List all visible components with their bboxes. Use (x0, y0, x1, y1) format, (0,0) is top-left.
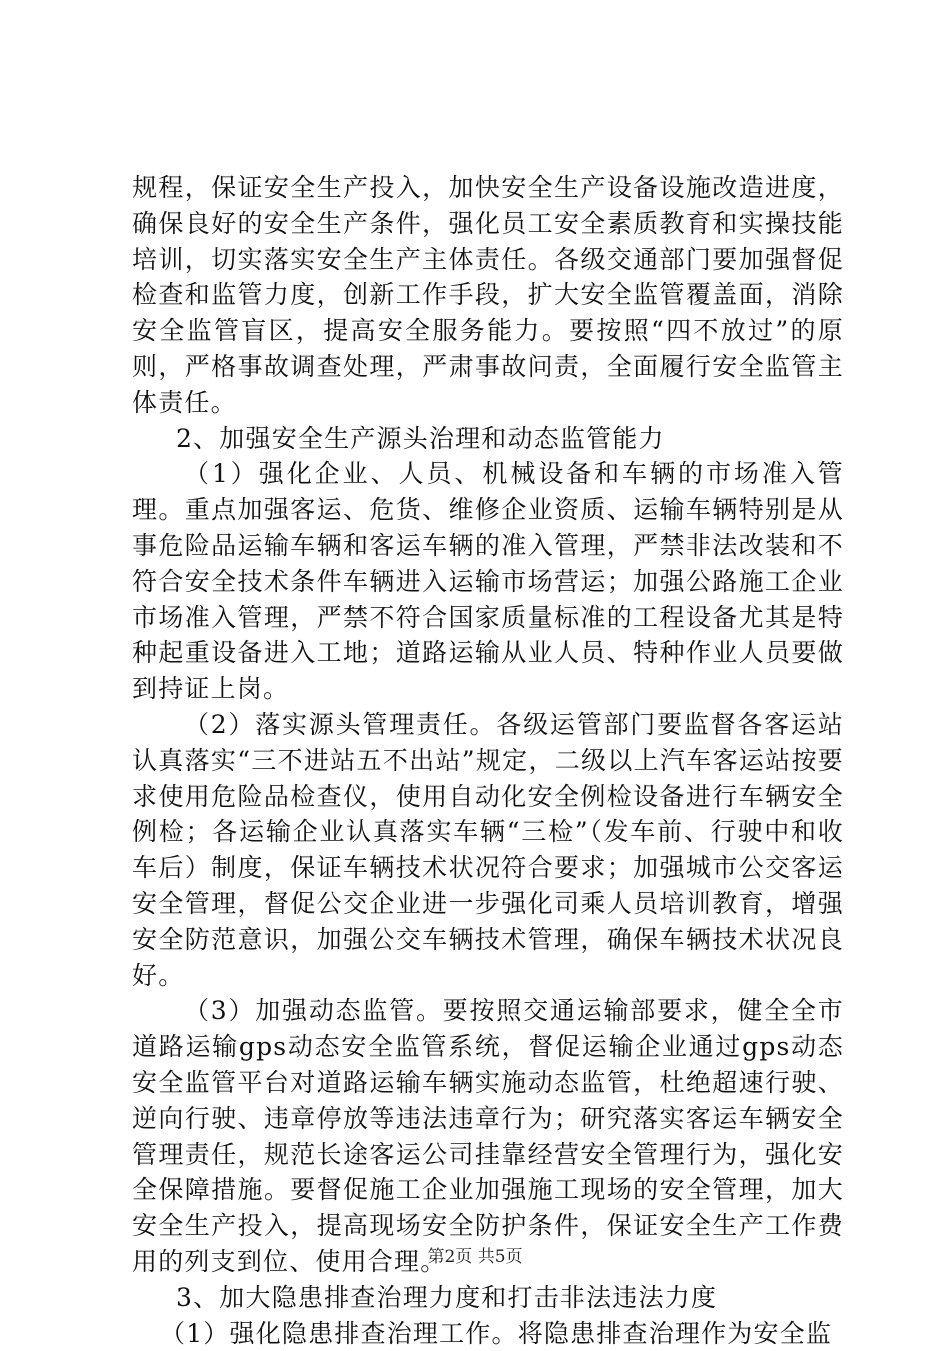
section-heading-3: 3、加大隐患排查治理力度和打击非法违法力度 (132, 1280, 844, 1316)
paragraph-item-1: （1）强化企业、人员、机械设备和车辆的市场准入管理。重点加强客运、危货、维修企业资质、运输车辆特别是从事危险品运输车辆和客运车辆的准入管理，严禁非法改装和不符合安全技术条件车辆进入运输市场营运；加强公路施工企业市场准入管理，严禁不符合国家质量标准的工程设备尤其是特种起重设备进入工地；道路运输从业人员、特种作业人员要做到持证上岗。 (132, 456, 844, 707)
paragraph-continuation: 规程，保证安全生产投入，加快安全生产设备设施改造进度，确保良好的安全生产条件，强化员工安全素质教育和实操技能培训，切实落实安全生产主体责任。各级交通部门要加强督促检查和监管力度，创新工作手段，扩大安全监管覆盖面，消除安全监管盲区，提高安全服务能力。要按照“四不放过”的原则，严格事故调查处理，严肃事故问责，全面履行安全监管主体责任。 (132, 170, 844, 421)
document-body (132, 170, 844, 1351)
paragraph-item-2: （2）落实源头管理责任。各级运管部门要监督各客运站认真落实“三不进站五不出站”规定，二级以上汽车客运站按要求使用危险品检查仪，使用自动化安全例检设备进行车辆安全例检；各运输企业认真落实车辆“三检”（发车前、行驶中和收车后）制度，保证车辆技术状况符合要求；加强城市公交客运安全管理，督促公交企业进一步强化司乘人员培训教育，增强安全防范意识，加强公交车辆技术管理，确保车辆技术状况良好。 (132, 707, 844, 993)
section-heading-2: 2、加强安全生产源头治理和动态监管能力 (132, 421, 844, 457)
page-number-footer: 第2页 共5页 (0, 1245, 950, 1269)
paragraph-item-3-1: （1）强化隐患排查治理工作。将隐患排查治理作为安全监 (132, 1316, 844, 1351)
paragraph-item-3: （3）加强动态监管。要按照交通运输部要求，健全全市道路运输gps动态安全监管系统，督促运输企业通过gps动态安全监管平台对道路运输车辆实施动态监管，杜绝超速行驶、逆向行驶、违章停放等违法违章行为；研究落实客运车辆安全管理责任，规范长途客运公司挂靠经营安全管理行为，强化安全保障措施。要督促施工企业加强施工现场的安全管理，加大安全生产投入，提高现场安全防护条件，保证安全生产工作费用的列支到位、使用合理。 (132, 993, 844, 1279)
